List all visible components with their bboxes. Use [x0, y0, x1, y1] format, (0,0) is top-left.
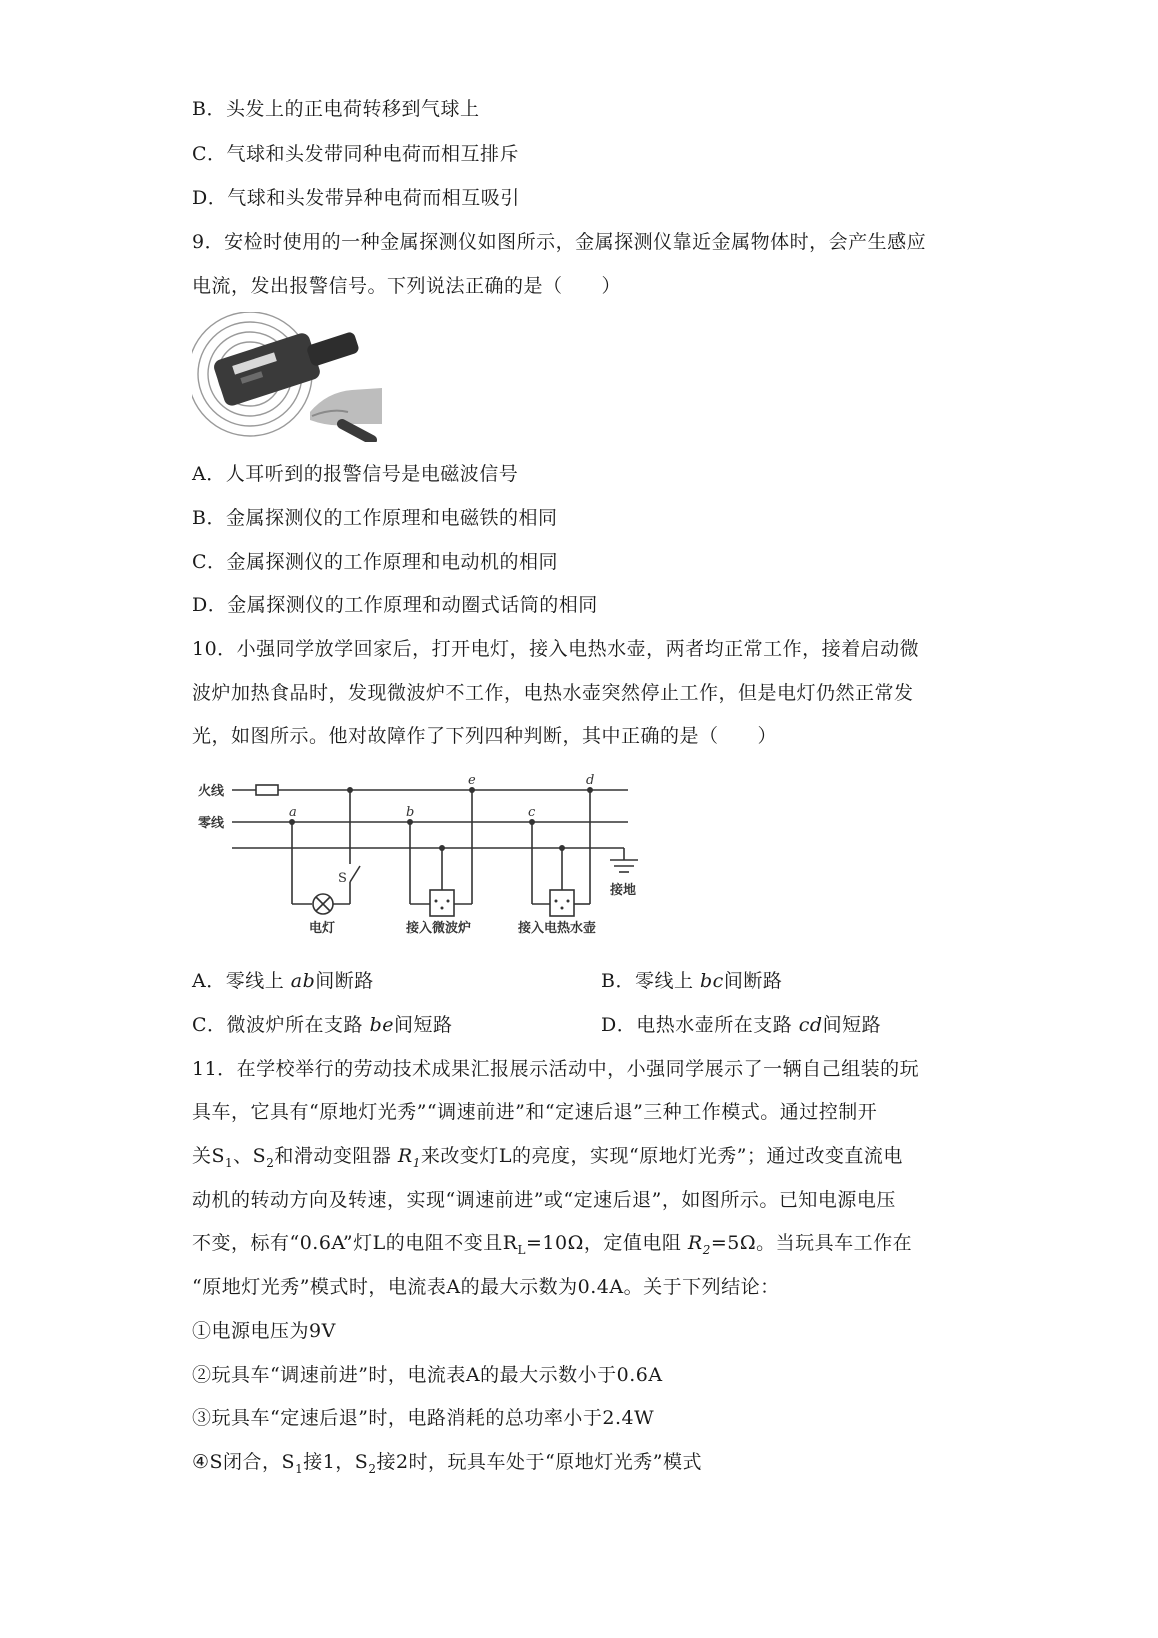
q11-line6: “原地灯光秀”模式时，电流表A的最大示数为0.4A。关于下列结论：	[192, 1276, 780, 1298]
q10-option-d-text: D．电热水壶所在支路	[601, 1014, 793, 1036]
q10-stem-line3: 光，如图所示。他对故障作了下列四种判断，其中正确的是（ ）	[192, 725, 778, 747]
label-kettle: 接入电热水壶	[518, 921, 597, 936]
label-ground: 接地	[610, 883, 637, 898]
label-lamp: 电灯	[309, 921, 336, 936]
q11-line5-var: R	[687, 1232, 703, 1254]
q10-option-d-var: cd	[798, 1014, 823, 1036]
q9-stem-line2: 电流，发出报警信号。下列说法正确的是（ ）	[192, 275, 622, 297]
q9-stem-line1: 9．安检时使用的一种金属探测仪如图所示，金属探测仪靠近金属物体时，会产生感应	[192, 231, 927, 253]
q11-line4: 动机的转动方向及转速，实现“调速前进”或“定速后退”，如图所示。已知电源电压	[192, 1189, 896, 1211]
label-point-a: a	[289, 805, 297, 820]
q11-line5-sub: L	[517, 1242, 526, 1257]
q11-line5-varsub: 2	[702, 1242, 711, 1257]
label-microwave: 接入微波炉	[406, 921, 472, 936]
q11-conclusion-4	[192, 1447, 702, 1476]
q10-option-a	[192, 966, 374, 993]
q11-line3-part-c: 和滑动变阻器	[274, 1145, 392, 1167]
q11-c4-part-b: 接1，S	[303, 1451, 369, 1473]
q11-line3	[192, 1141, 903, 1170]
q11-line5	[192, 1228, 912, 1257]
q11-line5-part-b: =10Ω，定值电阻	[525, 1232, 682, 1254]
q11-line3-part-a: 关S	[192, 1145, 226, 1167]
q10-stem-line2: 波炉加热食品时，发现微波炉不工作，电热水壶突然停止工作，但是电灯仍然正常发	[192, 682, 914, 704]
q10-option-a-text: A．零线上	[192, 970, 285, 992]
q10-stem-line1: 10．小强同学放学回家后，打开电灯，接入电热水壶，两者均正常工作，接着启动微	[192, 638, 920, 660]
q11-conclusion-2: ②玩具车“调速前进”时，电流表A的最大示数小于0.6A	[192, 1364, 663, 1386]
q11-c4-part-a: ④S闭合，S	[192, 1451, 296, 1473]
q11-line2: 具车，它具有“原地灯光秀”“调速前进”和“定速后退”三种工作模式。通过控制开	[192, 1101, 878, 1123]
q11-line3-varsub: 1	[412, 1155, 421, 1170]
q10-option-c	[192, 1010, 453, 1037]
q8-option-d: D．气球和头发带异种电荷而相互吸引	[192, 187, 520, 209]
q10-option-d-tail: 间短路	[822, 1014, 882, 1036]
q10-option-b-text: B．零线上	[601, 970, 694, 992]
label-point-b: b	[406, 805, 415, 820]
q11-conclusion-3: ③玩具车“定速后退”时，电路消耗的总功率小于2.4W	[192, 1407, 655, 1429]
q9-option-c: C．金属探测仪的工作原理和电动机的相同	[192, 551, 559, 573]
household-circuit-diagram	[192, 768, 652, 948]
q10-option-a-tail: 间断路	[315, 970, 374, 992]
q10-option-c-text: C．微波炉所在支路	[192, 1014, 364, 1036]
label-point-e: e	[468, 773, 476, 788]
q8-option-b: B．头发上的正电荷转移到气球上	[192, 98, 480, 120]
q10-option-a-var: ab	[290, 970, 316, 992]
q10-option-b-var: bc	[700, 970, 724, 992]
label-point-c: c	[528, 805, 536, 820]
q11-c4-part-c: 接2时，玩具车处于“原地灯光秀”模式	[376, 1451, 702, 1473]
q11-line3-sub1: 1	[225, 1155, 234, 1170]
q9-option-a: A．人耳听到的报警信号是电磁波信号	[192, 463, 519, 485]
q10-option-b	[601, 966, 782, 993]
metal-detector-image	[192, 312, 382, 442]
q11-line3-part-d: 来改变灯L的亮度，实现“原地灯光秀”；通过改变直流电	[420, 1145, 903, 1167]
q11-c4-sub1: 1	[295, 1461, 304, 1476]
q11-line1: 11．在学校举行的劳动技术成果汇报展示活动中，小强同学展示了一辆自己组装的玩	[192, 1058, 920, 1080]
label-point-d: d	[586, 773, 595, 788]
q10-option-b-tail: 间断路	[723, 970, 783, 992]
q11-c4-sub2: 2	[368, 1461, 377, 1476]
q9-option-b: B．金属探测仪的工作原理和电磁铁的相同	[192, 507, 558, 529]
q10-option-c-tail: 间短路	[394, 1014, 453, 1036]
q11-line5-part-a: 不变，标有“0.6A”灯L的电阻不变且R	[192, 1232, 518, 1254]
q9-option-d: D．金属探测仪的工作原理和动圈式话筒的相同	[192, 594, 598, 616]
q8-option-c: C．气球和头发带同种电荷而相互排斥	[192, 143, 520, 165]
label-live-wire: 火线	[198, 784, 225, 799]
q11-line5-part-c: =5Ω。当玩具车工作在	[710, 1232, 913, 1254]
q11-line3-sub2: 2	[266, 1155, 275, 1170]
q10-option-c-var: be	[369, 1014, 395, 1036]
label-switch: S	[338, 871, 347, 886]
q11-line3-var: R	[397, 1145, 413, 1167]
q11-conclusion-1: ①电源电压为9V	[192, 1320, 336, 1342]
q10-option-d	[601, 1010, 881, 1037]
label-neutral-wire: 零线	[198, 816, 225, 831]
q11-line3-part-b: 、S	[233, 1145, 267, 1167]
